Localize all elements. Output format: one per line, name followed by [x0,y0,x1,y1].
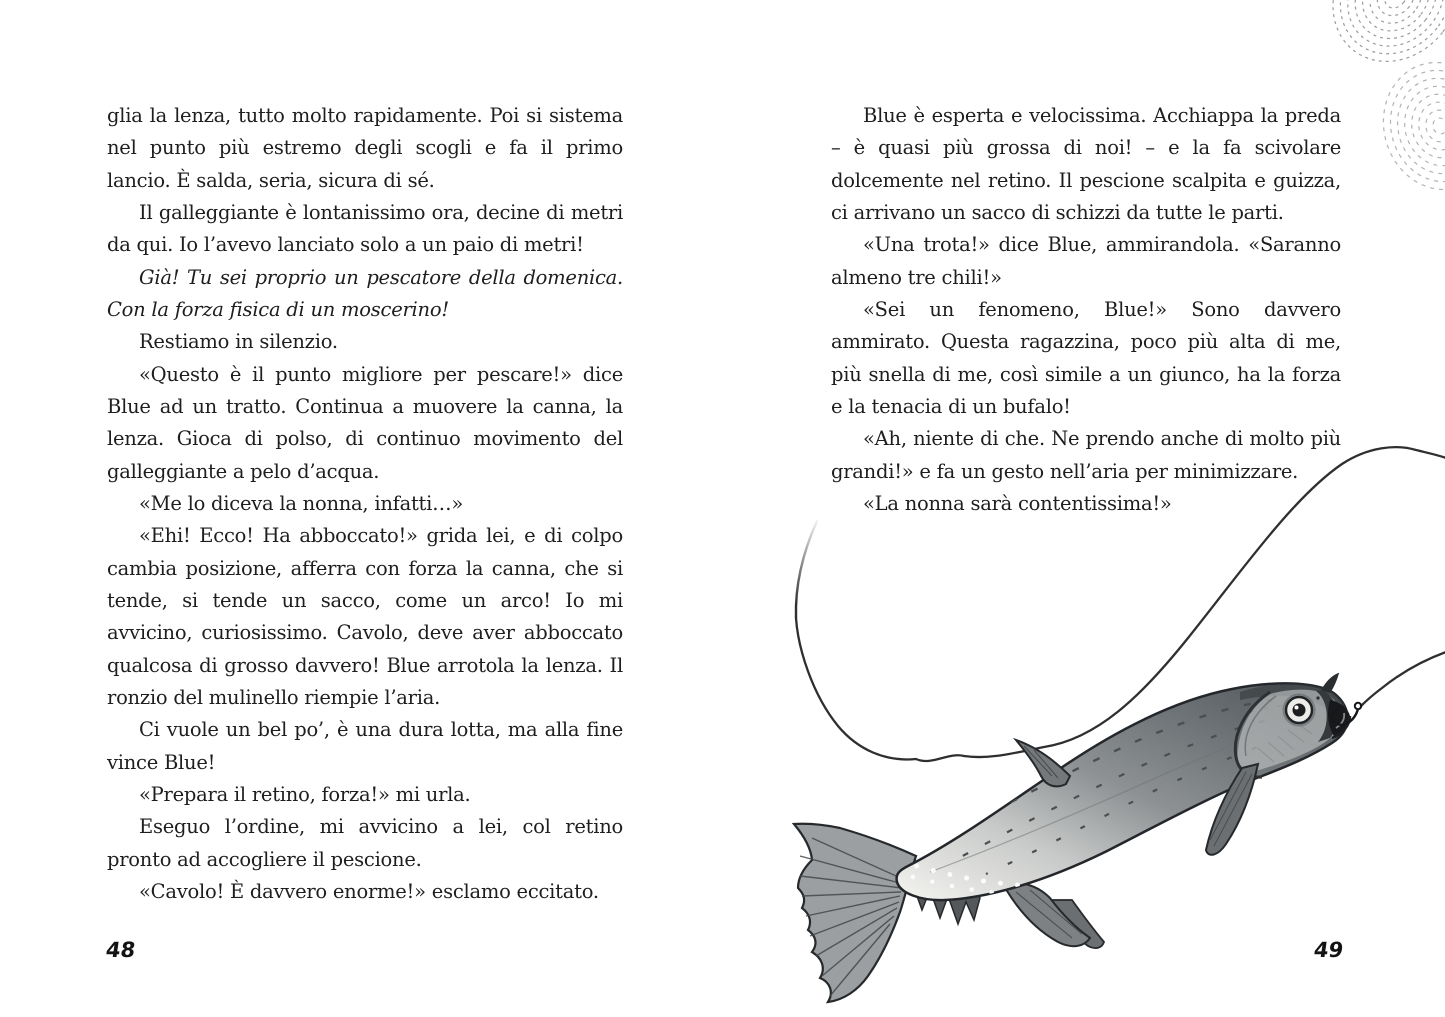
fish-eye [1284,695,1320,726]
paragraph: «Questo è il punto migliore per pescare!» dice Blue ad un tratto. Continua a muovere la canna, la lenza. Gioca di polso, di continuo movimento del galleggiante a pelo d’acqua. [107,362,623,483]
fish-cheek [1238,690,1342,772]
paragraph: «Prepara il retino, forza!» mi urla. [139,782,471,806]
paragraph: «Me lo diceva la nonna, infatti…» [139,491,464,515]
fish-mouth [1316,674,1350,742]
fish-lateral-line [930,726,1286,872]
fish-head-shade [1240,684,1347,713]
fish-gill [1235,692,1276,777]
fish-tail-fin [794,824,916,1002]
fish-dorsal-fin [1016,740,1070,786]
fingerprint-decoration-right [1369,50,1445,203]
paragraph: «Ehi! Ecco! Ha abboccato!» grida lei, e di colpo cambia posizione, afferra con forza la canna, che si tende, si tende un sacco, come un arco! Io mi avvicino, curiosissimo. Cavolo, deve aver abboccato qualcosa di grosso davvero! Blue arrotola la lenza. Il ronzio del mulinello riempie l’aria. [107,524,623,709]
paragraph: «La nonna sarà contentissima!» [863,491,1172,515]
paragraph: «Una trota!» dice Blue, ammirandola. «Saranno almeno tre chili!» [831,233,1341,289]
paragraph: glia la lenza, tutto molto rapidamente. Poi si sistema nel punto più estremo degli scogli e fa il primo lancio. È salda, seria, sicura di sé. [107,104,623,192]
fingerprint-decoration-top [1307,0,1445,87]
fish-white-spots [884,770,1290,896]
left-page-number: 48 [104,938,137,962]
paragraph: Blue è esperta e velocissima. Acchiappa la preda – è quasi più grossa di noi! – e la fa scivolare dolcemente nel retino. Il pescione scalpita e guizza, ci arrivano un sacco di schizzi da tutte le parti. [831,104,1341,224]
left-page-text [107,100,623,908]
fish-anal-fin [912,882,980,924]
fish-dark-speckles [930,700,1308,874]
fish-pelvic-fin [1004,883,1104,948]
fish-hook [1332,703,1361,725]
paragraph: Eseguo l’ordine, mi avvicino a lei, col retino pronto ad accogliere il pescione. [107,815,623,871]
paragraph: Restiamo in silenzio. [139,330,338,354]
paragraph: «Cavolo! È davvero enorme!» esclamo eccitato. [139,879,599,903]
fish-body [897,683,1348,900]
paragraph: Ci vuole un bel po’, è una dura lotta, ma alla fine vince Blue! [107,718,623,774]
paragraph: Il galleggiante è lontanissimo ora, decine di metri da qui. Io l’avevo lanciato solo a un paio di metri! [107,200,623,257]
right-page-number: 49 [1312,938,1345,962]
fish-pectoral-fin [1206,764,1258,855]
paragraph: «Sei un fenomeno, Blue!» Sono davvero ammirato. Questa ragazzina, poco più alta di me, più snella di me, così simile a un giunco, ha la forza e la tenacia di un bufalo! [831,297,1341,418]
right-page-text [831,100,1341,520]
fish-nostril [1316,696,1319,699]
paragraph: «Ah, niente di che. Ne prendo anche di molto più grandi!» e fa un gesto nell’aria per minimizzare. [831,427,1341,483]
fish-illustration [794,674,1361,1002]
paragraph: Già! Tu sei proprio un pescatore della domenica. Con la forza fisica di un moscerino! [107,265,623,321]
